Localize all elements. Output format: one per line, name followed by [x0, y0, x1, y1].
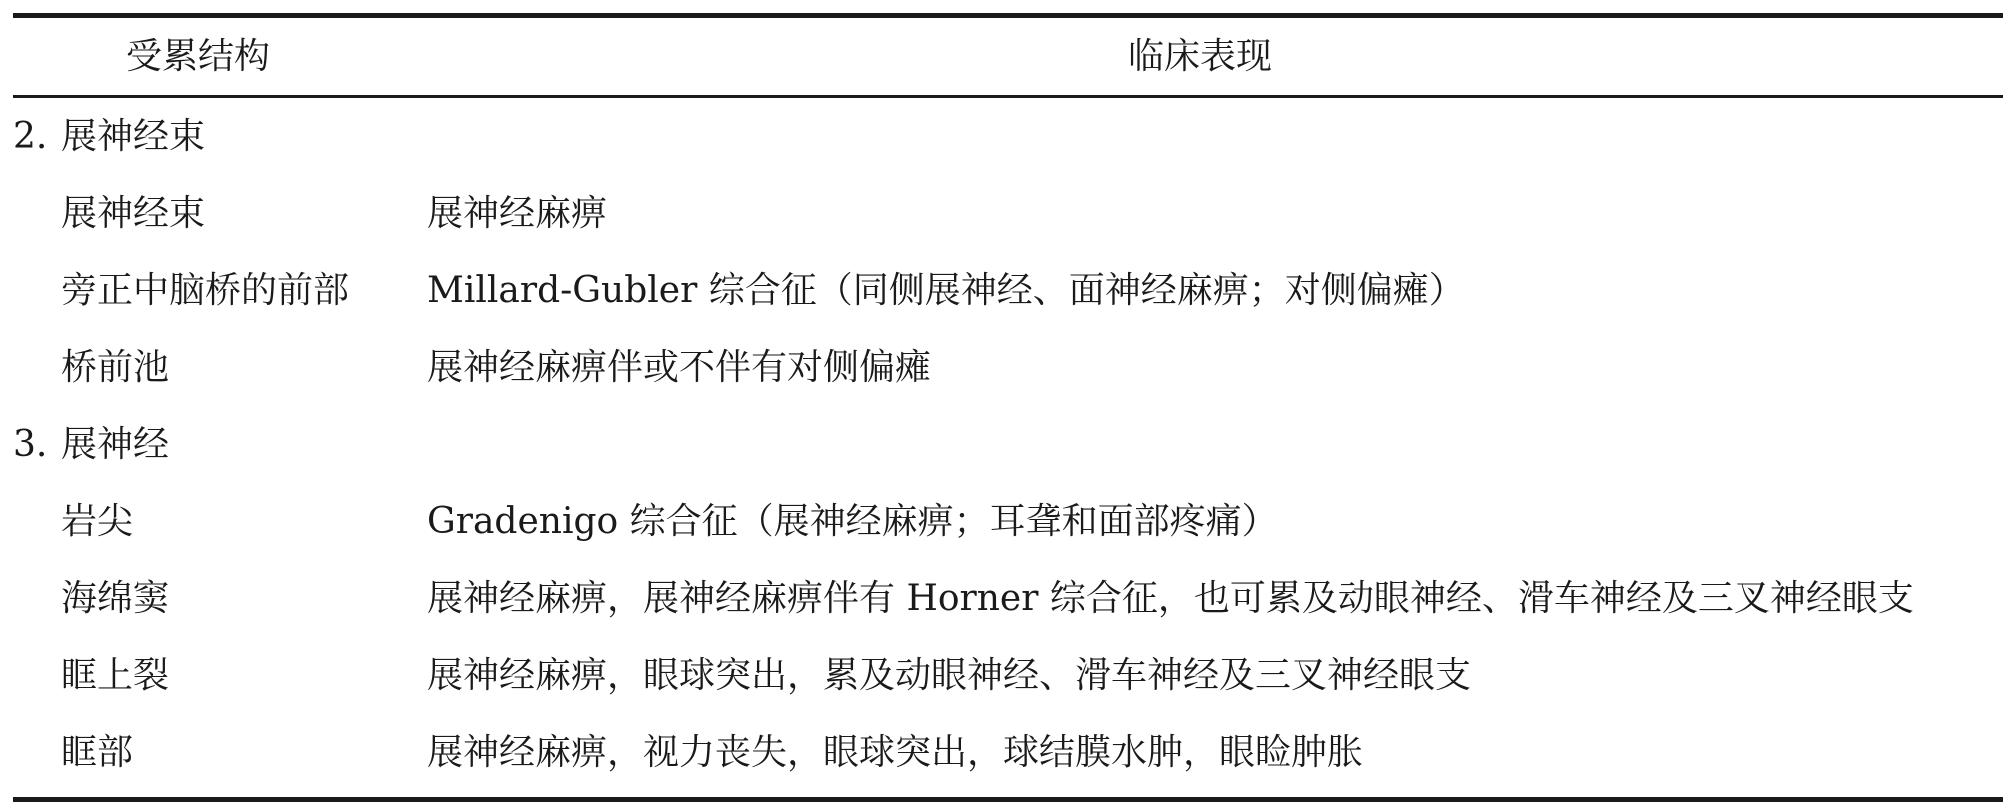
table-row [13, 483, 2003, 560]
structure-cell: 海绵窦 [61, 578, 170, 619]
section-heading [13, 406, 2003, 483]
section-number: 2. [13, 116, 48, 157]
section-title: 展神经束 [61, 116, 206, 157]
structure-cell: 眶部 [61, 732, 134, 773]
structure-cell: 岩尖 [61, 501, 134, 542]
structure-cell: 桥前池 [61, 347, 170, 388]
table-row [13, 560, 2003, 637]
table-row [13, 252, 2003, 329]
manifestation-cell: 展神经麻痹伴或不伴有对侧偏瘫 [427, 347, 932, 388]
header-structure: 受累结构 [126, 36, 271, 77]
manifestation-cell: 展神经麻痹，视力丧失，眼球突出，球结膜水肿，眼睑肿胀 [427, 732, 1364, 773]
section-heading [13, 98, 2003, 175]
table-body [13, 98, 2003, 791]
structure-cell: 展神经束 [61, 193, 206, 234]
table-row [13, 329, 2003, 406]
manifestation-cell: Gradenigo 综合征（展神经麻痹；耳聋和面部疼痛） [427, 501, 1278, 542]
manifestation-cell: 展神经麻痹，展神经麻痹伴有 Horner 综合征，也可累及动眼神经、滑车神经及三叉神经眼支 [427, 578, 1914, 619]
table-header [13, 18, 2003, 95]
section-title: 展神经 [61, 424, 170, 465]
manifestation-cell: 展神经麻痹，眼球突出，累及动眼神经、滑车神经及三叉神经眼支 [427, 655, 1472, 696]
bottom-rule [13, 797, 2003, 802]
table-row [13, 637, 2003, 714]
structure-cell: 眶上裂 [61, 655, 170, 696]
table-row [13, 175, 2003, 252]
section-number: 3. [13, 424, 48, 465]
table-row [13, 714, 2003, 791]
manifestation-cell: Millard-Gubler 综合征（同侧展神经、面神经麻痹；对侧偏瘫） [427, 270, 1465, 311]
manifestation-cell: 展神经麻痹 [427, 193, 608, 234]
header-manifestation: 临床表现 [1128, 36, 1273, 77]
structure-cell: 旁正中脑桥的前部 [61, 270, 350, 311]
clinical-table [13, 13, 2003, 802]
